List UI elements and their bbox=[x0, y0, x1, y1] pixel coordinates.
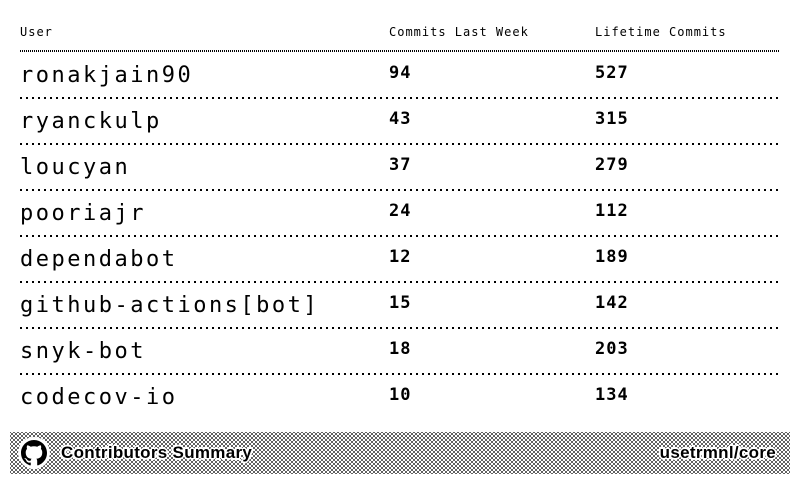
table-row bbox=[20, 374, 780, 420]
cell-lifetime-commits: 203 bbox=[595, 339, 629, 359]
table-row bbox=[20, 236, 780, 282]
column-header-lifetime-commits: Lifetime Commits bbox=[595, 25, 727, 39]
contributors-table bbox=[20, 0, 780, 420]
table-body bbox=[20, 52, 780, 420]
title-bar bbox=[10, 432, 790, 474]
cell-lifetime-commits: 142 bbox=[595, 293, 629, 313]
cell-lifetime-commits: 112 bbox=[595, 201, 629, 221]
cell-commits-last-week: 24 bbox=[389, 201, 412, 221]
cell-user: codecov-io bbox=[20, 384, 178, 410]
table-header-row bbox=[20, 0, 780, 52]
cell-lifetime-commits: 189 bbox=[595, 247, 629, 267]
cell-commits-last-week: 12 bbox=[389, 247, 412, 267]
cell-lifetime-commits: 527 bbox=[595, 63, 629, 83]
cell-user: ryanckulp bbox=[20, 108, 162, 134]
table-row bbox=[20, 98, 780, 144]
cell-lifetime-commits: 279 bbox=[595, 155, 629, 175]
cell-user: ronakjain90 bbox=[20, 62, 194, 88]
table-row bbox=[20, 190, 780, 236]
plugin-title: Contributors Summary bbox=[61, 443, 253, 462]
cell-lifetime-commits: 315 bbox=[595, 109, 629, 129]
cell-lifetime-commits: 134 bbox=[595, 385, 629, 405]
github-icon bbox=[21, 440, 47, 466]
cell-commits-last-week: 43 bbox=[389, 109, 412, 129]
table-row bbox=[20, 328, 780, 374]
column-header-commits-last-week: Commits Last Week bbox=[389, 25, 529, 39]
cell-commits-last-week: 37 bbox=[389, 155, 412, 175]
cell-commits-last-week: 94 bbox=[389, 63, 412, 83]
table-row bbox=[20, 144, 780, 190]
cell-user: dependabot bbox=[20, 246, 178, 272]
cell-user: loucyan bbox=[20, 154, 131, 180]
cell-commits-last-week: 10 bbox=[389, 385, 412, 405]
table-row bbox=[20, 282, 780, 328]
instance-label: usetrmnl/core bbox=[659, 443, 776, 462]
cell-user: snyk-bot bbox=[20, 338, 146, 364]
cell-user: pooriajr bbox=[20, 200, 146, 226]
cell-commits-last-week: 15 bbox=[389, 293, 412, 313]
table-row bbox=[20, 52, 780, 98]
column-header-user: User bbox=[20, 25, 53, 39]
cell-commits-last-week: 18 bbox=[389, 339, 412, 359]
cell-user: github-actions[bot] bbox=[20, 292, 320, 318]
